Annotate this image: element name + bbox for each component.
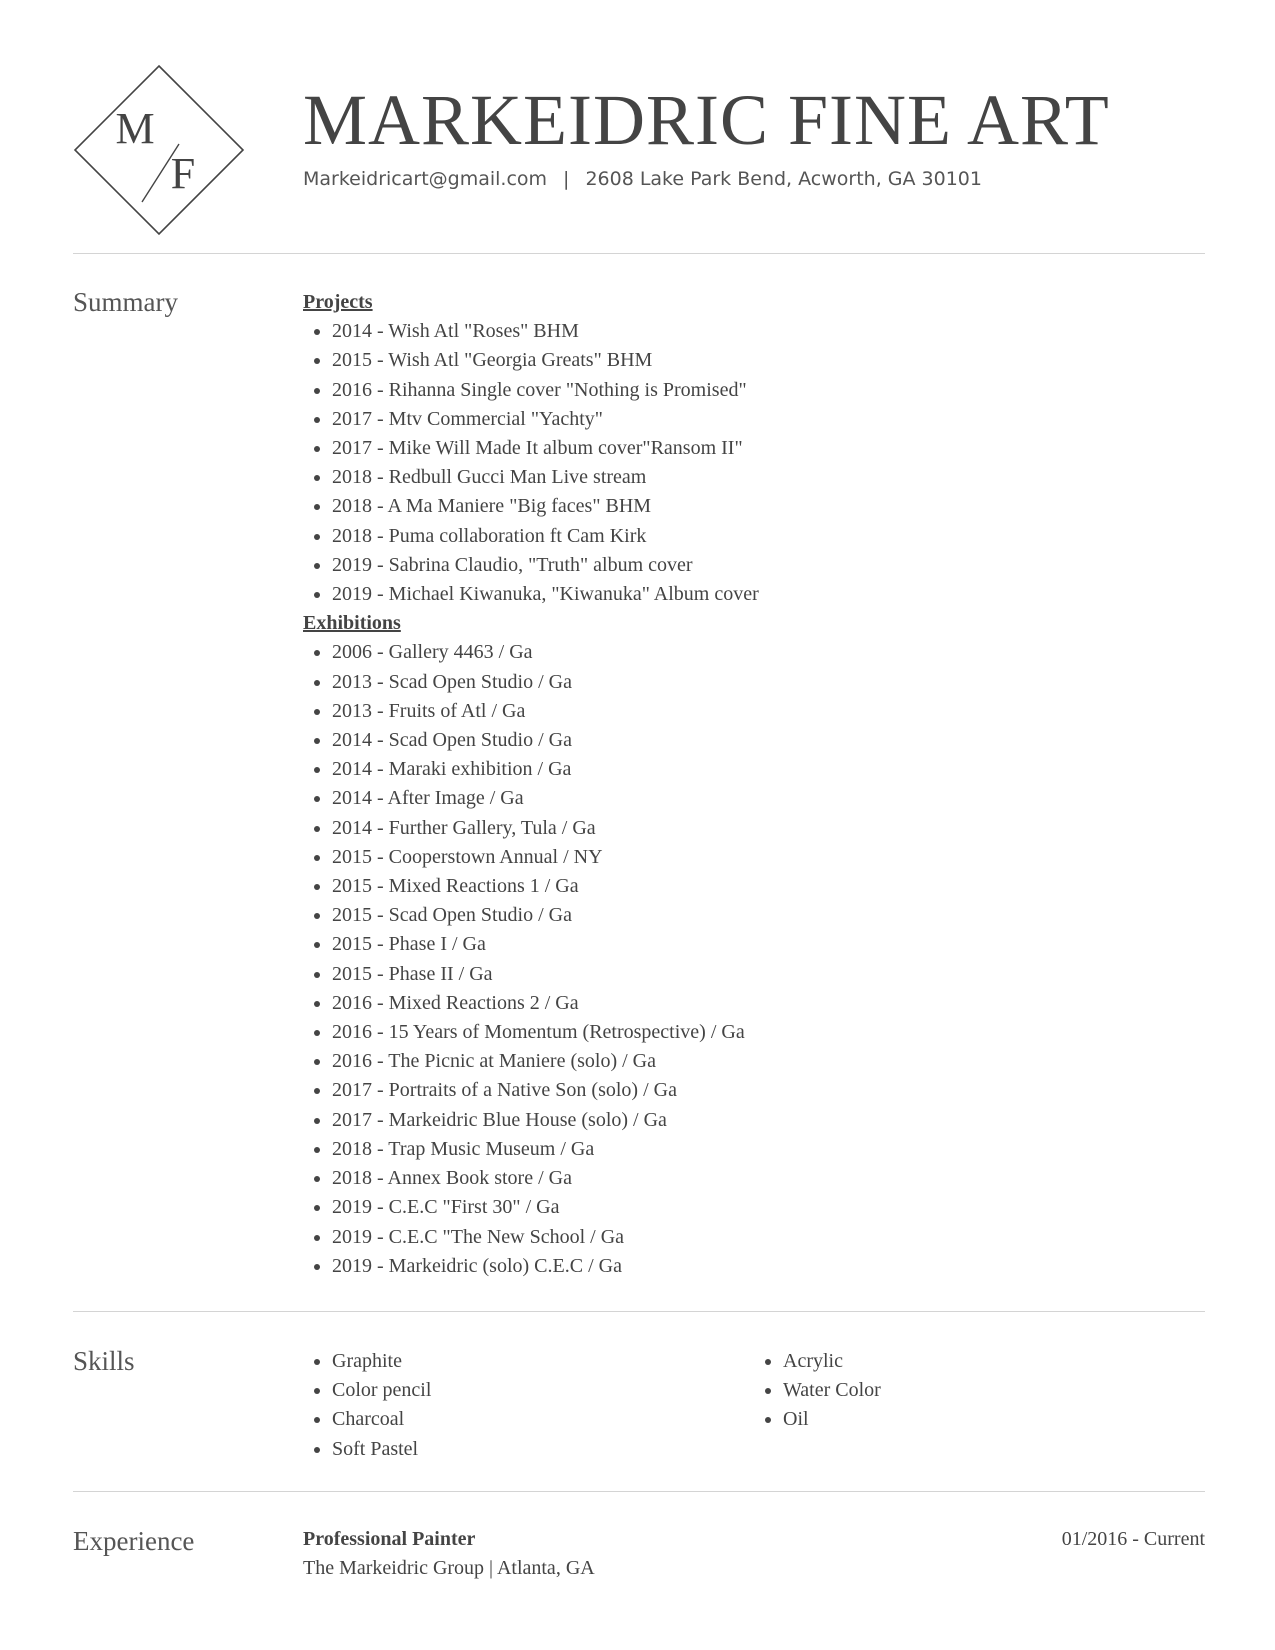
list-item: 2015 - Phase I / Ga — [303, 930, 1183, 959]
list-item: 2016 - Rihanna Single cover "Nothing is Promised" — [303, 376, 1183, 405]
list-item: 2014 - Wish Atl "Roses" BHM — [303, 317, 1183, 346]
page-title: MARKEIDRIC FINE ART — [303, 80, 1110, 160]
skill-item: Graphite — [303, 1347, 431, 1376]
skill-item: Oil — [754, 1405, 881, 1434]
list-item: 2014 - Further Gallery, Tula / Ga — [303, 814, 1183, 843]
list-item: 2013 - Scad Open Studio / Ga — [303, 668, 1183, 697]
list-item: 2014 - Scad Open Studio / Ga — [303, 726, 1183, 755]
list-item: 2015 - Cooperstown Annual / NY — [303, 843, 1183, 872]
exhibitions-list — [303, 638, 1183, 1280]
contact-line — [303, 166, 982, 192]
list-item: 2015 - Scad Open Studio / Ga — [303, 901, 1183, 930]
skill-item: Water Color — [754, 1376, 881, 1405]
list-item: 2018 - Annex Book store / Ga — [303, 1164, 1183, 1193]
list-item: 2017 - Mtv Commercial "Yachty" — [303, 405, 1183, 434]
list-item: 2015 - Phase II / Ga — [303, 960, 1183, 989]
list-item: 2019 - Sabrina Claudio, "Truth" album cover — [303, 551, 1183, 580]
skills-list-left — [303, 1347, 431, 1464]
projects-list — [303, 317, 1183, 609]
job-dates: 01/2016 - Current — [1061, 1528, 1205, 1550]
list-item: 2014 - After Image / Ga — [303, 784, 1183, 813]
skill-item: Soft Pastel — [303, 1435, 431, 1464]
divider — [73, 253, 1205, 254]
email-link[interactable]: Markeidricart@gmail.com — [303, 168, 548, 190]
list-item: 2018 - Redbull Gucci Man Live stream — [303, 463, 1183, 492]
divider — [73, 1491, 1205, 1492]
job-organization: The Markeidric Group | Atlanta, GA — [303, 1557, 595, 1579]
list-item: 2019 - C.E.C "The New School / Ga — [303, 1223, 1183, 1252]
address: 2608 Lake Park Bend, Acworth, GA 30101 — [585, 168, 982, 190]
skill-item: Charcoal — [303, 1405, 431, 1434]
logo-letter-m: M — [115, 104, 155, 153]
section-label-skills: Skills — [73, 1346, 135, 1376]
monogram-logo — [73, 64, 245, 236]
list-item: 2019 - Markeidric (solo) C.E.C / Ga — [303, 1252, 1183, 1281]
list-item: 2018 - A Ma Maniere "Big faces" BHM — [303, 492, 1183, 521]
list-item: 2017 - Markeidric Blue House (solo) / Ga — [303, 1106, 1183, 1135]
job-title: Professional Painter — [303, 1528, 476, 1550]
list-item: 2014 - Maraki exhibition / Ga — [303, 755, 1183, 784]
projects-heading: Projects — [303, 291, 373, 313]
skill-item: Color pencil — [303, 1376, 431, 1405]
skills-list-right — [754, 1347, 881, 1435]
list-item: 2017 - Portraits of a Native Son (solo) / Ga — [303, 1076, 1183, 1105]
list-item: 2019 - Michael Kiwanuka, "Kiwanuka" Album cover — [303, 580, 1183, 609]
divider — [73, 1311, 1205, 1312]
contact-separator: | — [563, 168, 570, 190]
list-item: 2018 - Trap Music Museum / Ga — [303, 1135, 1183, 1164]
skill-item: Acrylic — [754, 1347, 881, 1376]
summary-section — [303, 288, 1183, 1281]
list-item: 2013 - Fruits of Atl / Ga — [303, 697, 1183, 726]
list-item: 2019 - C.E.C "First 30" / Ga — [303, 1193, 1183, 1222]
exhibitions-heading: Exhibitions — [303, 612, 401, 635]
section-label-summary: Summary — [73, 287, 178, 317]
list-item: 2015 - Mixed Reactions 1 / Ga — [303, 872, 1183, 901]
logo-letter-f: F — [170, 149, 196, 198]
list-item: 2016 - Mixed Reactions 2 / Ga — [303, 989, 1183, 1018]
section-label-experience: Experience — [73, 1526, 195, 1556]
list-item: 2016 - The Picnic at Maniere (solo) / Ga — [303, 1047, 1183, 1076]
list-item: 2016 - 15 Years of Momentum (Retrospective) / Ga — [303, 1018, 1183, 1047]
list-item: 2006 - Gallery 4463 / Ga — [303, 638, 1183, 667]
list-item: 2018 - Puma collaboration ft Cam Kirk — [303, 522, 1183, 551]
list-item: 2017 - Mike Will Made It album cover"Ransom II" — [303, 434, 1183, 463]
list-item: 2015 - Wish Atl "Georgia Greats" BHM — [303, 346, 1183, 375]
